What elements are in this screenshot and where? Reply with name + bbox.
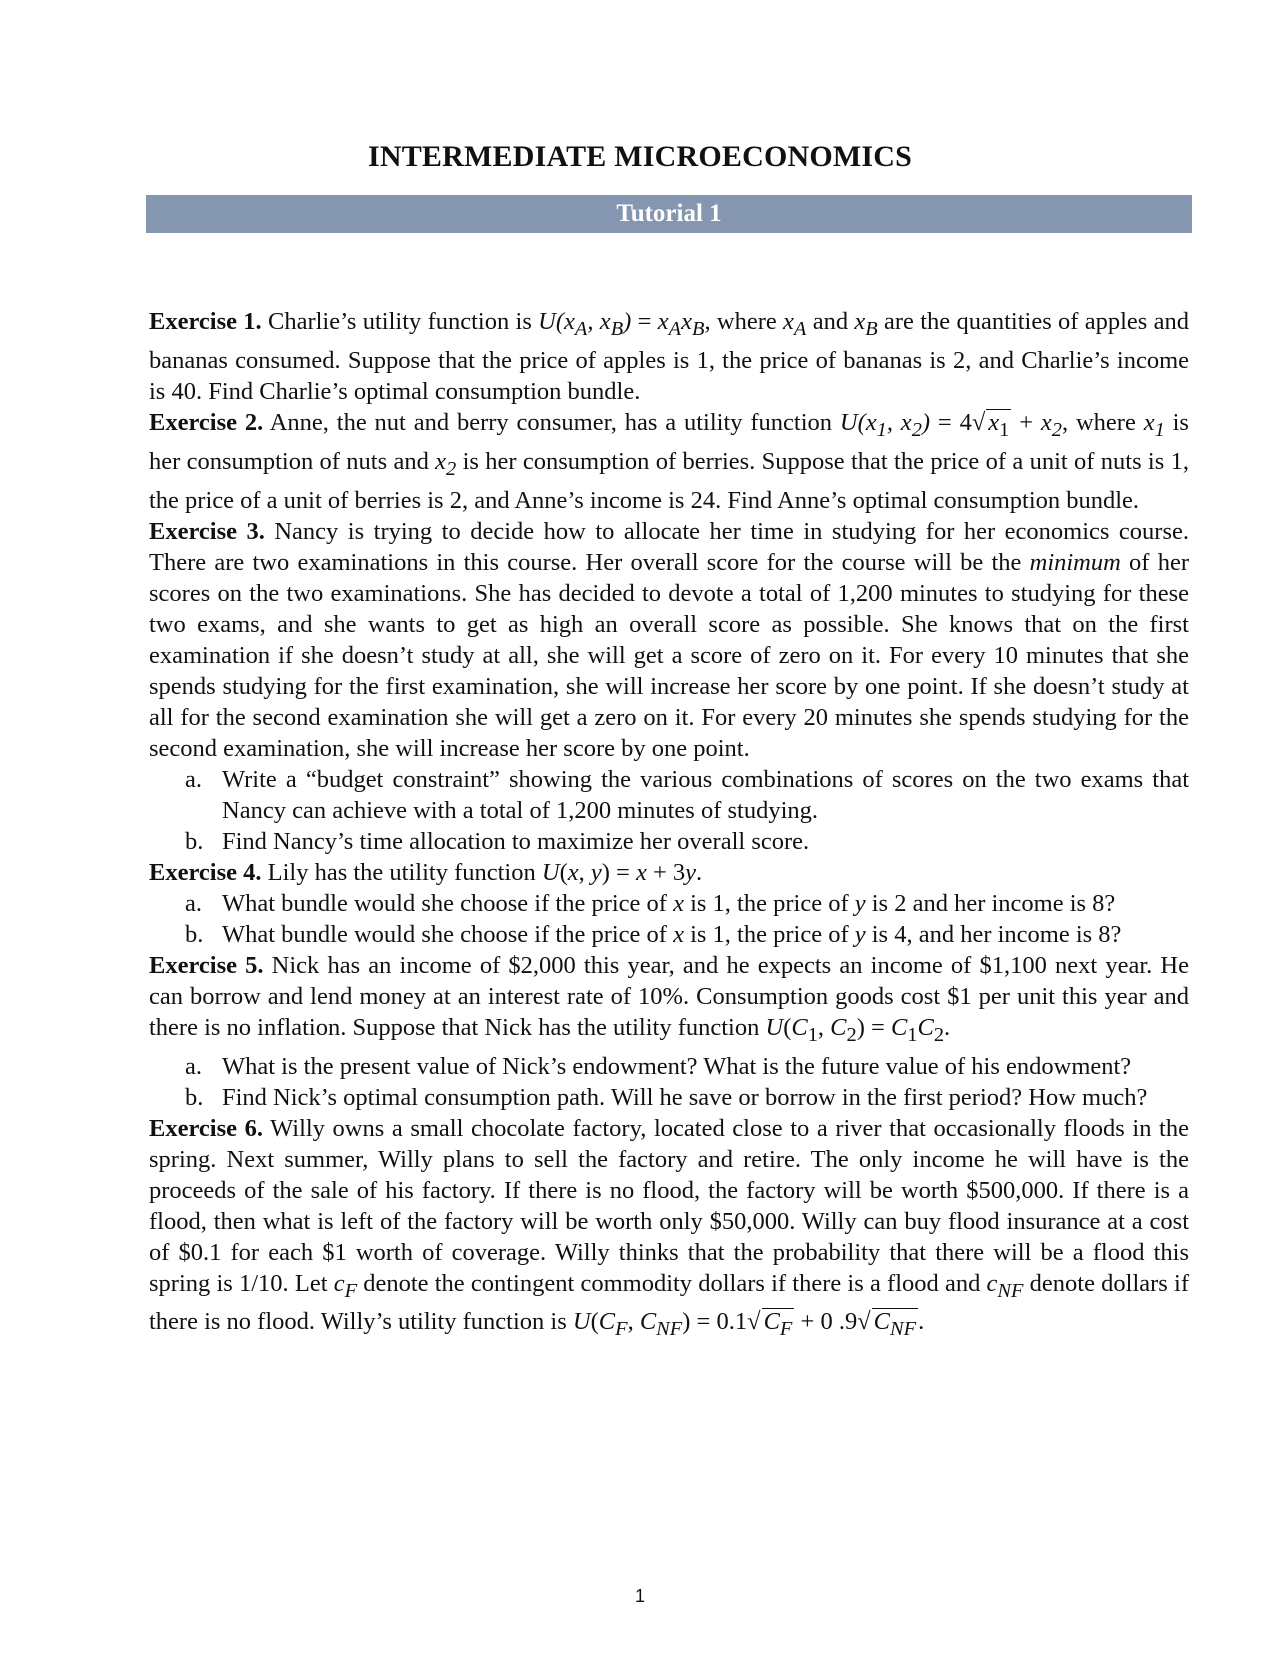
- formula: c: [986, 1269, 998, 1297]
- formula: x: [673, 889, 684, 917]
- part-text: Write a “budget constraint” showing the various combinations of scores on the two exams that Nancy can achieve with a total of 1,200 minutes of studying.: [222, 765, 1189, 824]
- formula: ): [921, 408, 931, 436]
- exercise-text: , where: [1061, 408, 1144, 436]
- formula: U(x: [538, 308, 575, 335]
- part-letter: b.: [185, 920, 204, 948]
- subscript: B: [691, 317, 705, 340]
- exercises-body: [149, 306, 1189, 1345]
- subscript: 2: [1051, 418, 1062, 441]
- tutorial-banner: Tutorial 1: [146, 195, 1192, 233]
- part-letter: a.: [185, 1052, 202, 1080]
- part-text-segment: is 4, and her income is 8?: [865, 920, 1122, 948]
- exercise-text: is her consumption of nuts and: [149, 408, 1189, 475]
- page-number: 1: [634, 1586, 645, 1606]
- exercise-3-part-a: [185, 764, 1189, 826]
- formula: C: [917, 1013, 934, 1041]
- exercise-label: Exercise 6.: [149, 1114, 263, 1142]
- formula: x: [657, 308, 669, 335]
- exercise-text: Nancy is trying to decide how to allocate her time in studying for her economics course. There are two examinations in this course. Her overall score for the course will be the: [149, 517, 1189, 576]
- formula: ,: [578, 858, 591, 886]
- exercise-4-part-b: [185, 919, 1189, 950]
- subscript: A: [793, 317, 807, 340]
- exercise-text: are the quantities of apples and bananas consumed. Suppose that the price of apples is 1, the price of bananas is 2, and Charlie’s income is 40. Find Charlie’s optimal consumption bundle.: [149, 308, 1190, 405]
- formula: C: [873, 1308, 890, 1336]
- formula: + 3: [646, 858, 686, 886]
- formula: C: [763, 1308, 780, 1336]
- part-text-segment: is 1, the price of: [683, 920, 855, 948]
- exercise-text: denote the contingent commodity dollars if there is a flood and: [357, 1269, 987, 1297]
- subscript: F: [344, 1279, 358, 1302]
- part-text-segment: What bundle would she choose if the price of: [222, 920, 674, 948]
- exercise-2: [149, 407, 1189, 516]
- exercise-text: =: [631, 308, 658, 335]
- exercise-text: and: [806, 308, 855, 335]
- subscript: 2: [911, 418, 922, 441]
- formula: , x: [587, 308, 611, 335]
- part-text: Find Nick’s optimal consumption path. Will he save or borrow in the first period? How much?: [222, 1083, 1148, 1111]
- exercise-text: Nick has an income of $2,000 this year, and he expects an income of $1,100 next year. He can borrow and lend money at an interest rate of 10%. Consumption goods cost $1 per unit this year and there is no inflation. Suppose that Nick has the utility function: [149, 951, 1189, 1041]
- exercise-text: .: [696, 858, 703, 886]
- exercise-label: Exercise 5.: [149, 951, 264, 979]
- formula: + 0 .9: [794, 1308, 858, 1336]
- exercise-text: is her consumption of berries. Suppose that the price of a unit of nuts is 1, the price of a unit of berries is 2, and Anne’s income is 24. Find Anne’s optimal consumption bundle.: [149, 447, 1189, 514]
- sqrt-symbol: √: [971, 408, 986, 436]
- subscript: 2: [933, 1023, 945, 1046]
- exercise-5-part-a: [185, 1051, 1189, 1082]
- exercise-5: [149, 950, 1189, 1051]
- exercise-label: Exercise 4.: [149, 858, 262, 886]
- part-text: What is the present value of Nick’s endowment? What is the future value of his endowment?: [222, 1052, 1132, 1080]
- subscript: NF: [656, 1318, 683, 1341]
- formula: C: [598, 1308, 616, 1336]
- exercise-3-part-b: [185, 826, 1189, 857]
- formula: (: [559, 858, 568, 886]
- sqrt-symbol: √: [857, 1308, 871, 1336]
- exercise-text: Charlie’s utility function is: [261, 308, 539, 335]
- part-letter: b.: [185, 827, 204, 855]
- exercise-text: Anne, the nut and berry consumer, has a utility function: [263, 408, 840, 436]
- part-text-segment: is 2 and her income is 8?: [865, 889, 1116, 917]
- formula: C: [639, 1308, 657, 1336]
- part-text: [222, 919, 1189, 950]
- subscript: 2: [446, 457, 457, 480]
- exercise-4-part-a: [185, 888, 1189, 919]
- exercise-text: of her scores on the two examinations. She has decided to devote a total of 1,200 minutes to studying for these two exams, and she wants to get as high an overall score as possible. She knows that on the first examination if she doesn’t study at all, she will get a score of zero on it. For every 10 minutes that she spends studying for the first examination, she will increase her score by one point. If she doesn’t study at all for the second examination she will get a zero on it. For every 20 minutes she spends studying for the second examination, she will increase her score by one point.: [149, 548, 1189, 762]
- subscript: B: [610, 317, 624, 340]
- part-letter: b.: [185, 1083, 204, 1111]
- formula: (: [783, 1013, 792, 1041]
- formula: y: [854, 889, 866, 917]
- part-letter: a.: [185, 765, 202, 793]
- part-letter: a.: [185, 889, 202, 917]
- part-text-segment: What bundle would she choose if the price of: [222, 889, 674, 917]
- sqrt-radicand: [762, 1308, 795, 1342]
- formula: U: [572, 1308, 591, 1336]
- subscript: A: [668, 317, 682, 340]
- subscript: F: [615, 1318, 628, 1341]
- exercise-text: = 4: [930, 408, 972, 436]
- formula: x: [988, 408, 1000, 436]
- formula: ) =: [601, 858, 636, 886]
- sqrt-symbol: √: [747, 1308, 761, 1336]
- formula: x: [567, 858, 579, 886]
- exercise-6: [149, 1113, 1189, 1346]
- formula: x: [854, 308, 866, 335]
- formula: ) = 0.1: [682, 1308, 748, 1336]
- formula: C: [791, 1013, 808, 1041]
- formula: y: [854, 920, 866, 948]
- formula: C: [830, 1013, 847, 1041]
- sqrt-radicand: [872, 1308, 918, 1342]
- subscript: 2: [846, 1023, 857, 1046]
- emphasis: minimum: [1029, 548, 1121, 576]
- exercise-text: Willy owns a small chocolate factory, located close to a river that occasionally floods in the spring. Next summer, Willy plans to sell the factory and retire. The only income he will have is the proceeds of the sale of his factory. If there is no flood, the factory will be worth $500,000. If there is a flood, then what is left of the factory will be worth only $50,000. Willy can buy flood insurance at a cost of $0.1 for each $1 worth of coverage. Willy thinks that the probability that there will be a flood this spring is 1/10. Let: [149, 1114, 1189, 1297]
- formula: U: [765, 1013, 784, 1041]
- exercise-5-part-b: [185, 1082, 1189, 1113]
- part-text: Find Nancy’s time allocation to maximize her overall score.: [222, 827, 810, 855]
- formula: , x: [886, 408, 912, 436]
- formula: (: [590, 1308, 599, 1336]
- exercise-1: [149, 306, 1189, 407]
- part-text-segment: is 1, the price of: [683, 889, 855, 917]
- formula: x: [1040, 408, 1052, 436]
- subscript: 1: [876, 418, 887, 441]
- formula: x: [635, 858, 647, 886]
- exercise-4: [149, 857, 1189, 888]
- formula: ): [623, 308, 632, 335]
- formula: ) =: [856, 1013, 891, 1041]
- subscript: 1: [1154, 418, 1165, 441]
- subscript: NF: [997, 1279, 1024, 1302]
- exercise-text: , where: [704, 308, 784, 335]
- formula: U(x: [839, 408, 877, 436]
- formula: y: [590, 858, 602, 886]
- exercise-text: Lily has the utility function: [261, 858, 542, 886]
- formula: ,: [817, 1013, 831, 1041]
- subscript: A: [574, 317, 588, 340]
- exercise-text: +: [1011, 408, 1041, 436]
- exercise-label: Exercise 3.: [149, 517, 265, 545]
- subscript: 1: [907, 1023, 918, 1046]
- exercise-text: .: [944, 1013, 951, 1041]
- formula: x: [435, 447, 447, 475]
- subscript: 1: [807, 1023, 818, 1046]
- subscript: F: [779, 1318, 793, 1341]
- formula: c: [333, 1269, 345, 1297]
- subscript: 1: [999, 418, 1010, 441]
- formula: x: [1143, 408, 1155, 436]
- exercise-label: Exercise 2.: [149, 408, 264, 436]
- formula: x: [783, 308, 794, 335]
- document-title: INTERMEDIATE MICROECONOMICS: [367, 140, 913, 173]
- exercise-label: Exercise 1.: [149, 308, 262, 335]
- subscript: B: [865, 317, 878, 340]
- formula: x: [673, 920, 684, 948]
- part-text: [222, 888, 1189, 919]
- formula: U: [541, 858, 560, 886]
- formula: ,: [627, 1308, 640, 1336]
- sqrt-radicand: [986, 409, 1011, 443]
- formula: y: [685, 858, 697, 886]
- formula: C: [890, 1013, 908, 1041]
- exercise-3: [149, 516, 1189, 764]
- exercise-text: denote dollars if there is no flood. Willy’s utility function is: [149, 1269, 1189, 1336]
- exercise-text: .: [918, 1308, 925, 1336]
- subscript: NF: [890, 1318, 917, 1341]
- formula: x: [681, 308, 692, 335]
